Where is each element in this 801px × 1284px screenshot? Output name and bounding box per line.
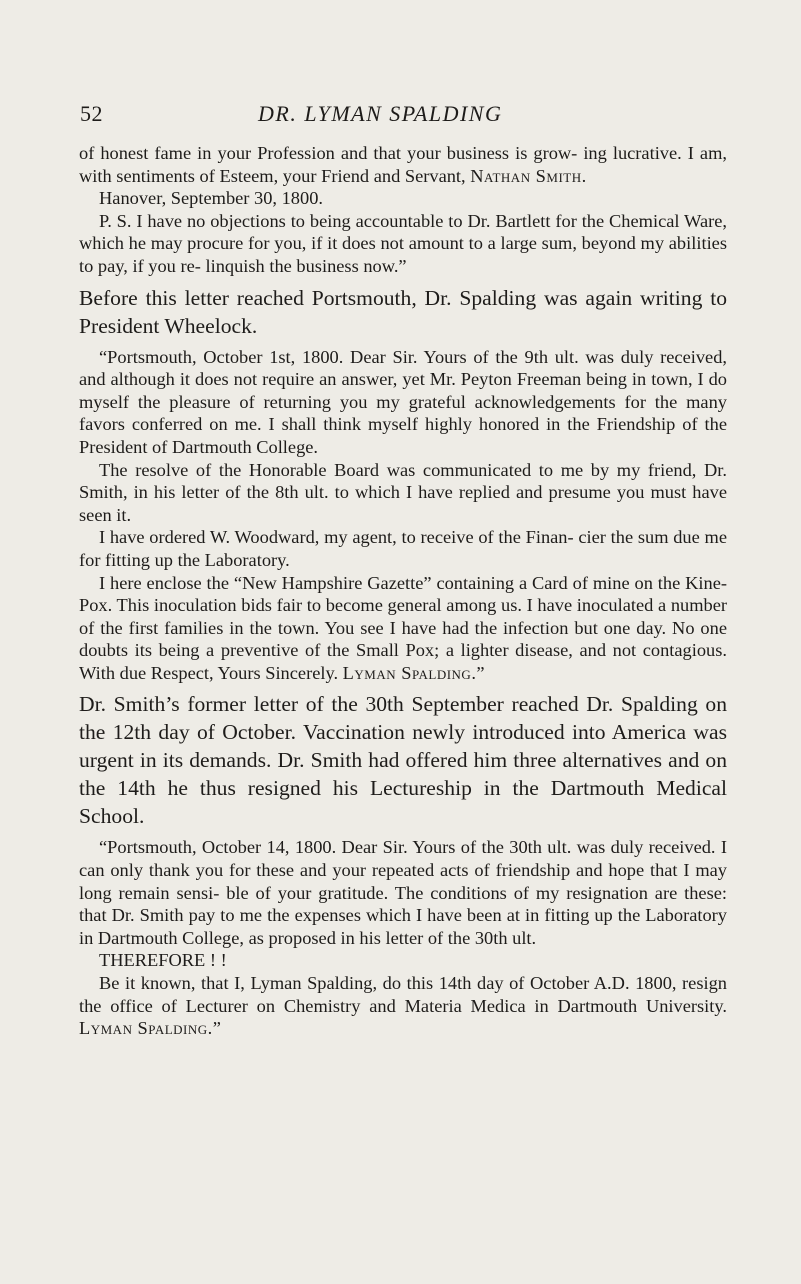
paragraph-text: Be it known, that I, Lyman Spalding, do this 14th day of October A.D. 1800, resign the office of Lecturer on Chemistry and Materia Medica in Dartmouth University.	[79, 973, 727, 1016]
page-number: 52	[80, 101, 103, 126]
paragraph-dateline: Hanover, September 30, 1800.	[99, 188, 323, 209]
paragraph-letter-closing	[79, 142, 727, 187]
page-body	[79, 142, 727, 1040]
paragraph-postscript: P. S. I have no objections to being accountable to Dr. Bartlett for the Chemical Ware, which he may procure for you, if it does not amount to a large sum, beyond my abilities to pay, if you re- linquish the business now.”	[79, 210, 727, 276]
paragraph-letter-body	[79, 572, 727, 685]
paragraph-letter-opening: “Portsmouth, October 14, 1800. Dear Sir. Yours of the 30th ult. was duly received. I can only thank you for these and your repeated acts of friendship and hope that I may long remain sensi- ble of your gratitude. The conditions of my resignation are these: that Dr. Smith pay to me the expenses which I have been at in fitting up the Laboratory in Dartmouth College, as proposed in his letter of the 30th ult.	[79, 837, 727, 948]
running-title: DR. LYMAN SPALDING	[258, 101, 503, 126]
paragraph-text: of honest fame in your Profession and that your business is grow- ing lucrative. I am, with sentiments of Esteem, your Friend and Servant,	[79, 143, 727, 186]
paragraph-resignation	[79, 972, 727, 1040]
signature: Lyman Spalding.”	[79, 1018, 222, 1039]
narrative-heading-1: Before this letter reached Portsmouth, Dr. Spalding was again writing to President Wheelock.	[79, 285, 727, 338]
narrative-heading-2: Dr. Smith’s former letter of the 30th September reached Dr. Spalding on the 12th day of October. Vaccination newly introduced into America was urgent in its demands. Dr. Smith had offered him three alternatives and on the 14th he thus resigned his Lectureship in the Dartmouth Medical School.	[79, 692, 727, 829]
paragraph-letter-opening: “Portsmouth, October 1st, 1800. Dear Sir. Yours of the 9th ult. was duly received, and although it does not require an answer, yet Mr. Peyton Freeman being in town, I do myself the pleasure of returning you my grateful acknowledgements for the many favors conferred on me. I shall think myself highly honored in the Friendship of the President of Dartmouth College.	[79, 346, 727, 457]
paragraph-therefore: THEREFORE ! !	[99, 950, 227, 971]
signature: Nathan Smith.	[470, 165, 587, 186]
signature: Lyman Spalding.”	[342, 662, 486, 683]
paragraph-letter-body: I have ordered W. Woodward, my agent, to receive of the Finan- cier the sum due me for fitting up the Laboratory.	[79, 527, 727, 570]
paragraph-letter-body: The resolve of the Honorable Board was communicated to me by my friend, Dr. Smith, in his letter of the 8th ult. to which I have replied and presume you must have seen it.	[79, 459, 727, 525]
running-head	[80, 101, 730, 131]
paragraph-text: I here enclose the “New Hampshire Gazette” containing a Card of mine on the Kine-Pox. This inoculation bids fair to become general among us. I have inoculated a number of the first families in the town. You see I have had the infection but one day. No one doubts its being a preventive of the Small Pox; a lighter disease, and not contagious. With due Respect, Yours Sincerely.	[79, 572, 727, 683]
